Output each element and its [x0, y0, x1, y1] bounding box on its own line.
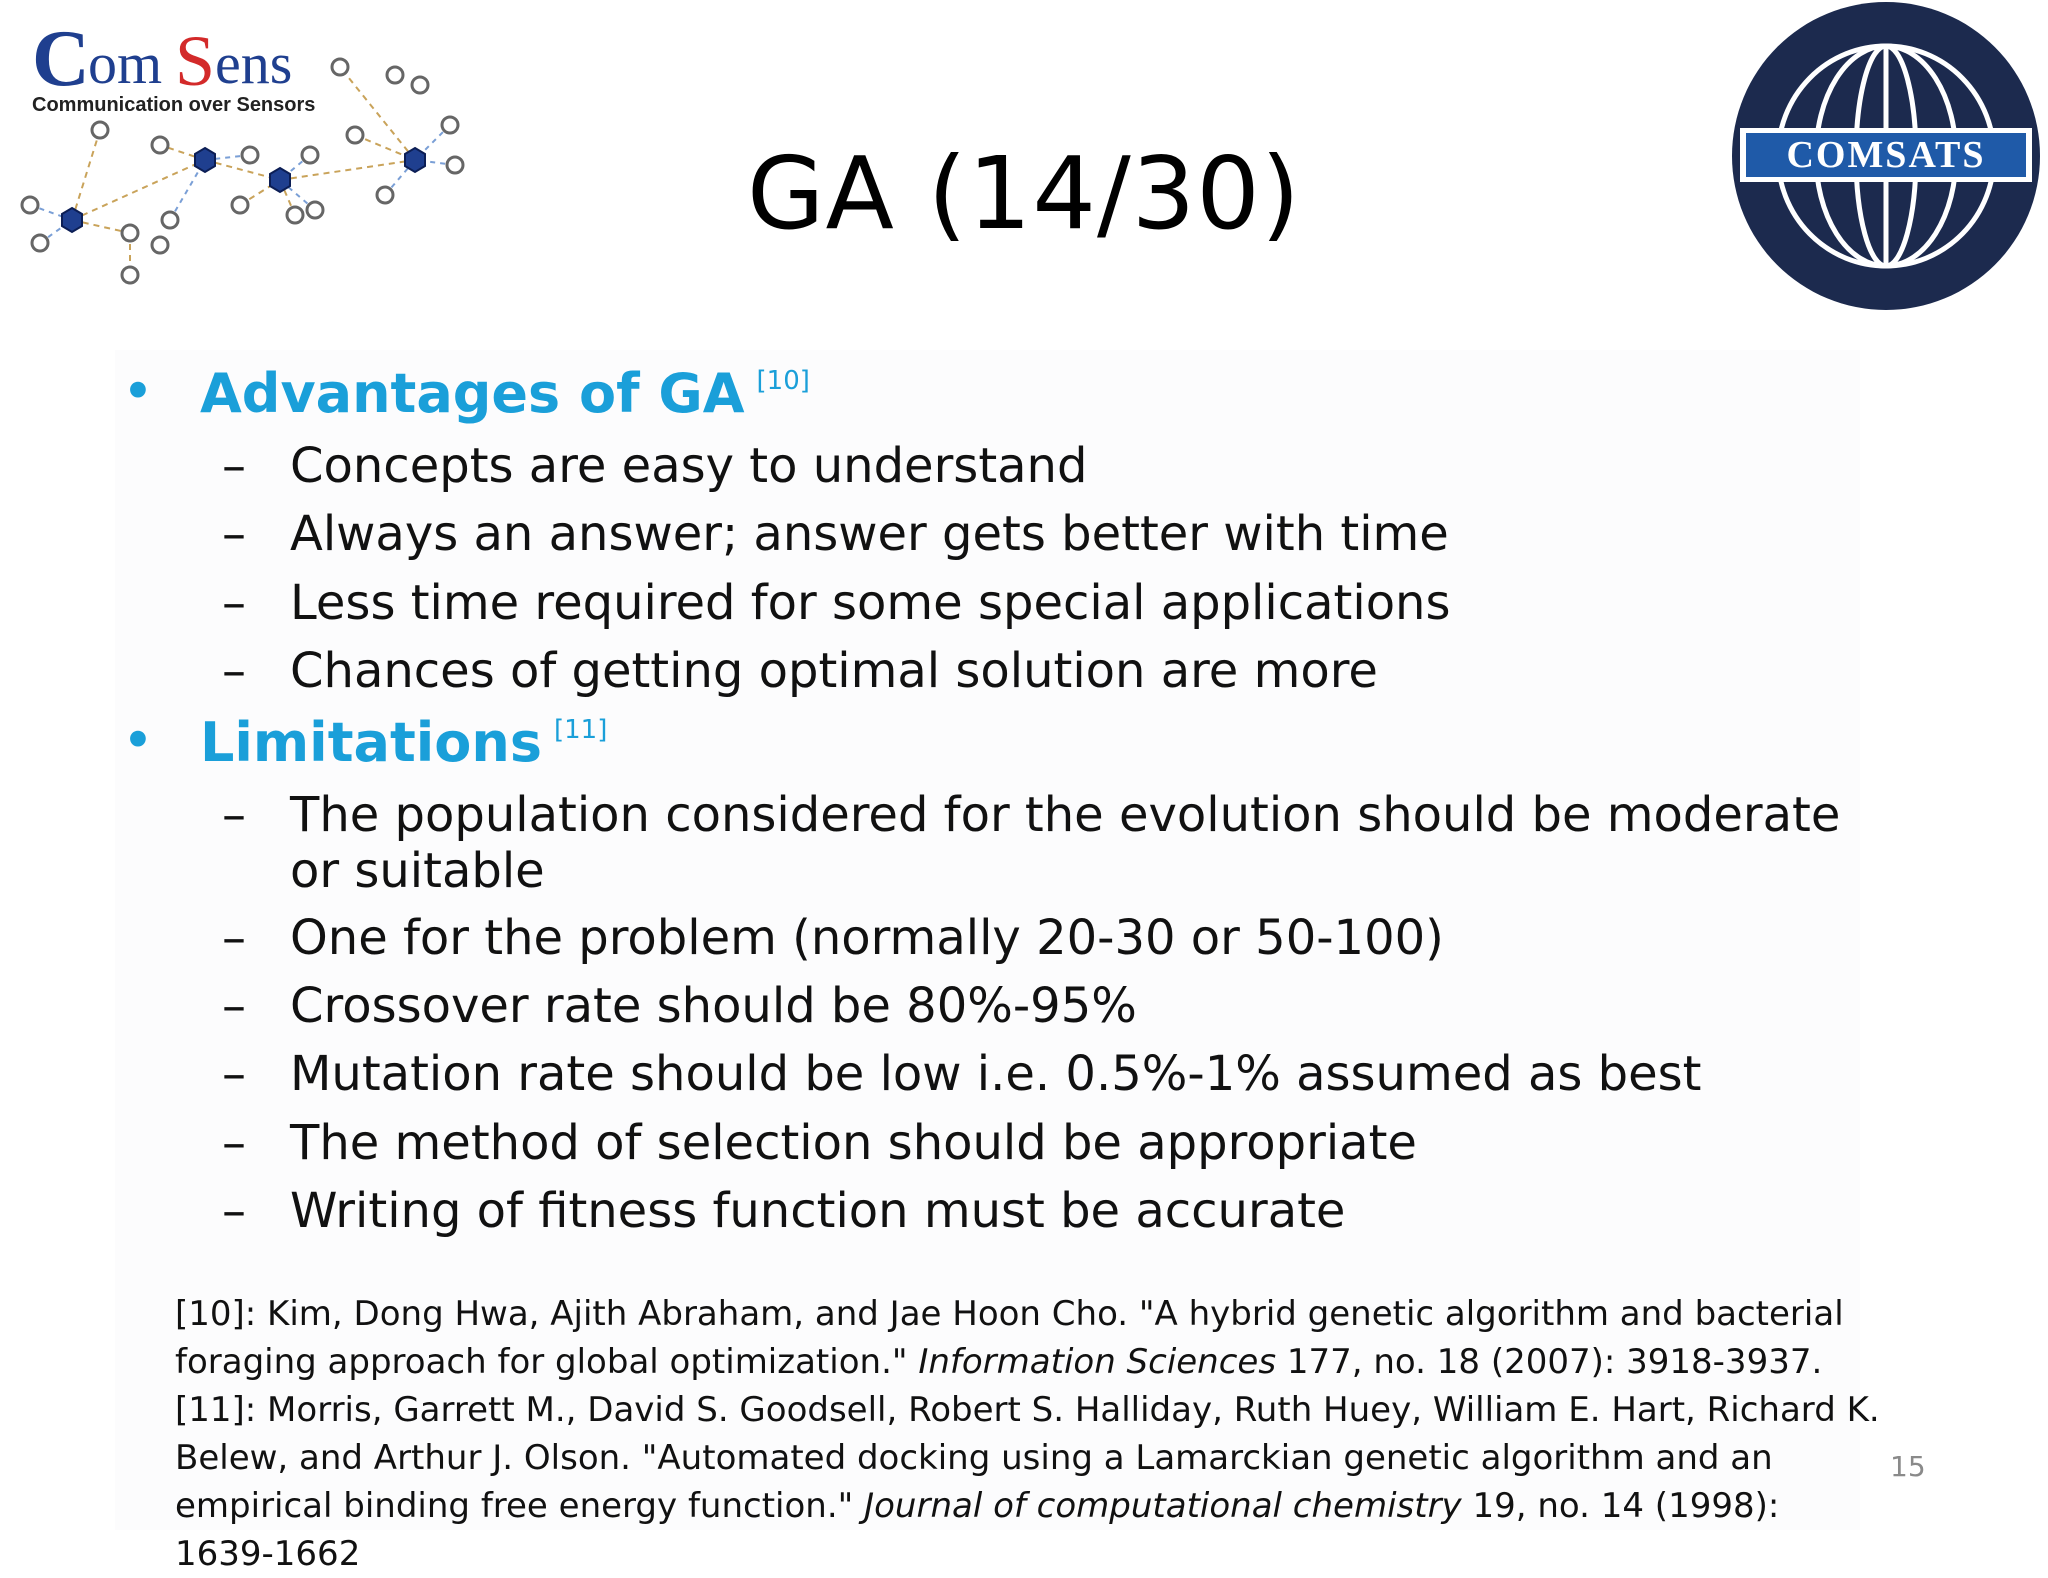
list-item: – Less time required for some special applications — [222, 575, 1451, 631]
list-item: – One for the problem (normally 20-30 or 50-100) — [222, 910, 1444, 966]
list-item: – Chances of getting optimal solution are more — [222, 643, 1378, 699]
section-heading-advantages — [122, 360, 810, 425]
list-item-text: The population considered for the evolution should be moderate or suitable — [290, 787, 1841, 899]
list-item-text: Less time required for some special applications — [290, 575, 1451, 631]
slide-title: GA (14/30) — [747, 135, 1301, 252]
list-item-text: Writing of fitness function must be accurate — [290, 1183, 1346, 1239]
list-item: – Mutation rate should be low i.e. 0.5%-1% assumed as best — [222, 1046, 1702, 1102]
reference-11: [11]: Morris, Garrett M., David S. Goodsell, Robert S. Halliday, Ruth Huey, William E. Hart, Richard K. Belew, and Arthur J. Olson. "Automated docking using a Lamarckian genetic algorithm and an empirical binding free energy function." Journal of computational chemistry 19, no. 14 (1998): 1639-1662 — [175, 1390, 1880, 1574]
list-item-text: Always an answer; answer gets better with time — [290, 506, 1449, 562]
comsens-c-letter: C — [32, 15, 90, 103]
page-number: 15 — [1890, 1450, 1926, 1483]
svg-text:ens: ens — [215, 31, 293, 96]
list-item: – Crossover rate should be 80%-95% — [222, 978, 1137, 1034]
svg-text:S: S — [175, 21, 216, 101]
journal-name: Information Sciences — [918, 1342, 1277, 1382]
list-item-text: Mutation rate should be low i.e. 0.5%-1% assumed as best — [290, 1046, 1702, 1102]
citation-link[interactable]: [11] — [553, 715, 608, 745]
bullet-dot: • — [122, 360, 154, 423]
heading-text: Limitations — [200, 711, 542, 774]
heading-text: Advantages of GA — [200, 362, 745, 425]
citation-link[interactable]: [10] — [756, 366, 810, 396]
list-item-text: The method of selection should be appropriate — [290, 1115, 1417, 1171]
list-item-text: Chances of getting optimal solution are more — [290, 643, 1378, 699]
list-item-text: Concepts are easy to understand — [290, 438, 1088, 494]
list-item: – Writing of fitness function must be accurate — [222, 1183, 1346, 1239]
svg-text:om: om — [88, 31, 163, 96]
list-item-text: Crossover rate should be 80%-95% — [290, 978, 1137, 1034]
comsats-wordmark: COMSATS — [1786, 134, 1986, 176]
reference-10: [10]: Kim, Dong Hwa, Ajith Abraham, and Jae Hoon Cho. "A hybrid genetic algorithm and bacterial foraging approach for global optimization." Information Sciences 177, no. 18 (2007): 3918-3937. — [175, 1294, 1844, 1382]
section-heading-limitations — [122, 709, 608, 774]
list-item: – Always an answer; answer gets better with time — [222, 506, 1449, 562]
references — [175, 1290, 1885, 1578]
list-item-text: One for the problem (normally 20-30 or 50-100) — [290, 910, 1444, 966]
comsens-tagline: Communication over Sensors — [32, 94, 316, 116]
list-item: – The population considered for the evolution should be moderate or suitable — [222, 787, 1841, 899]
list-item: – Concepts are easy to understand — [222, 438, 1088, 494]
list-item: – The method of selection should be appropriate — [222, 1115, 1417, 1171]
bullet-dot: • — [122, 709, 154, 772]
journal-name: Journal of computational chemistry — [864, 1486, 1462, 1526]
